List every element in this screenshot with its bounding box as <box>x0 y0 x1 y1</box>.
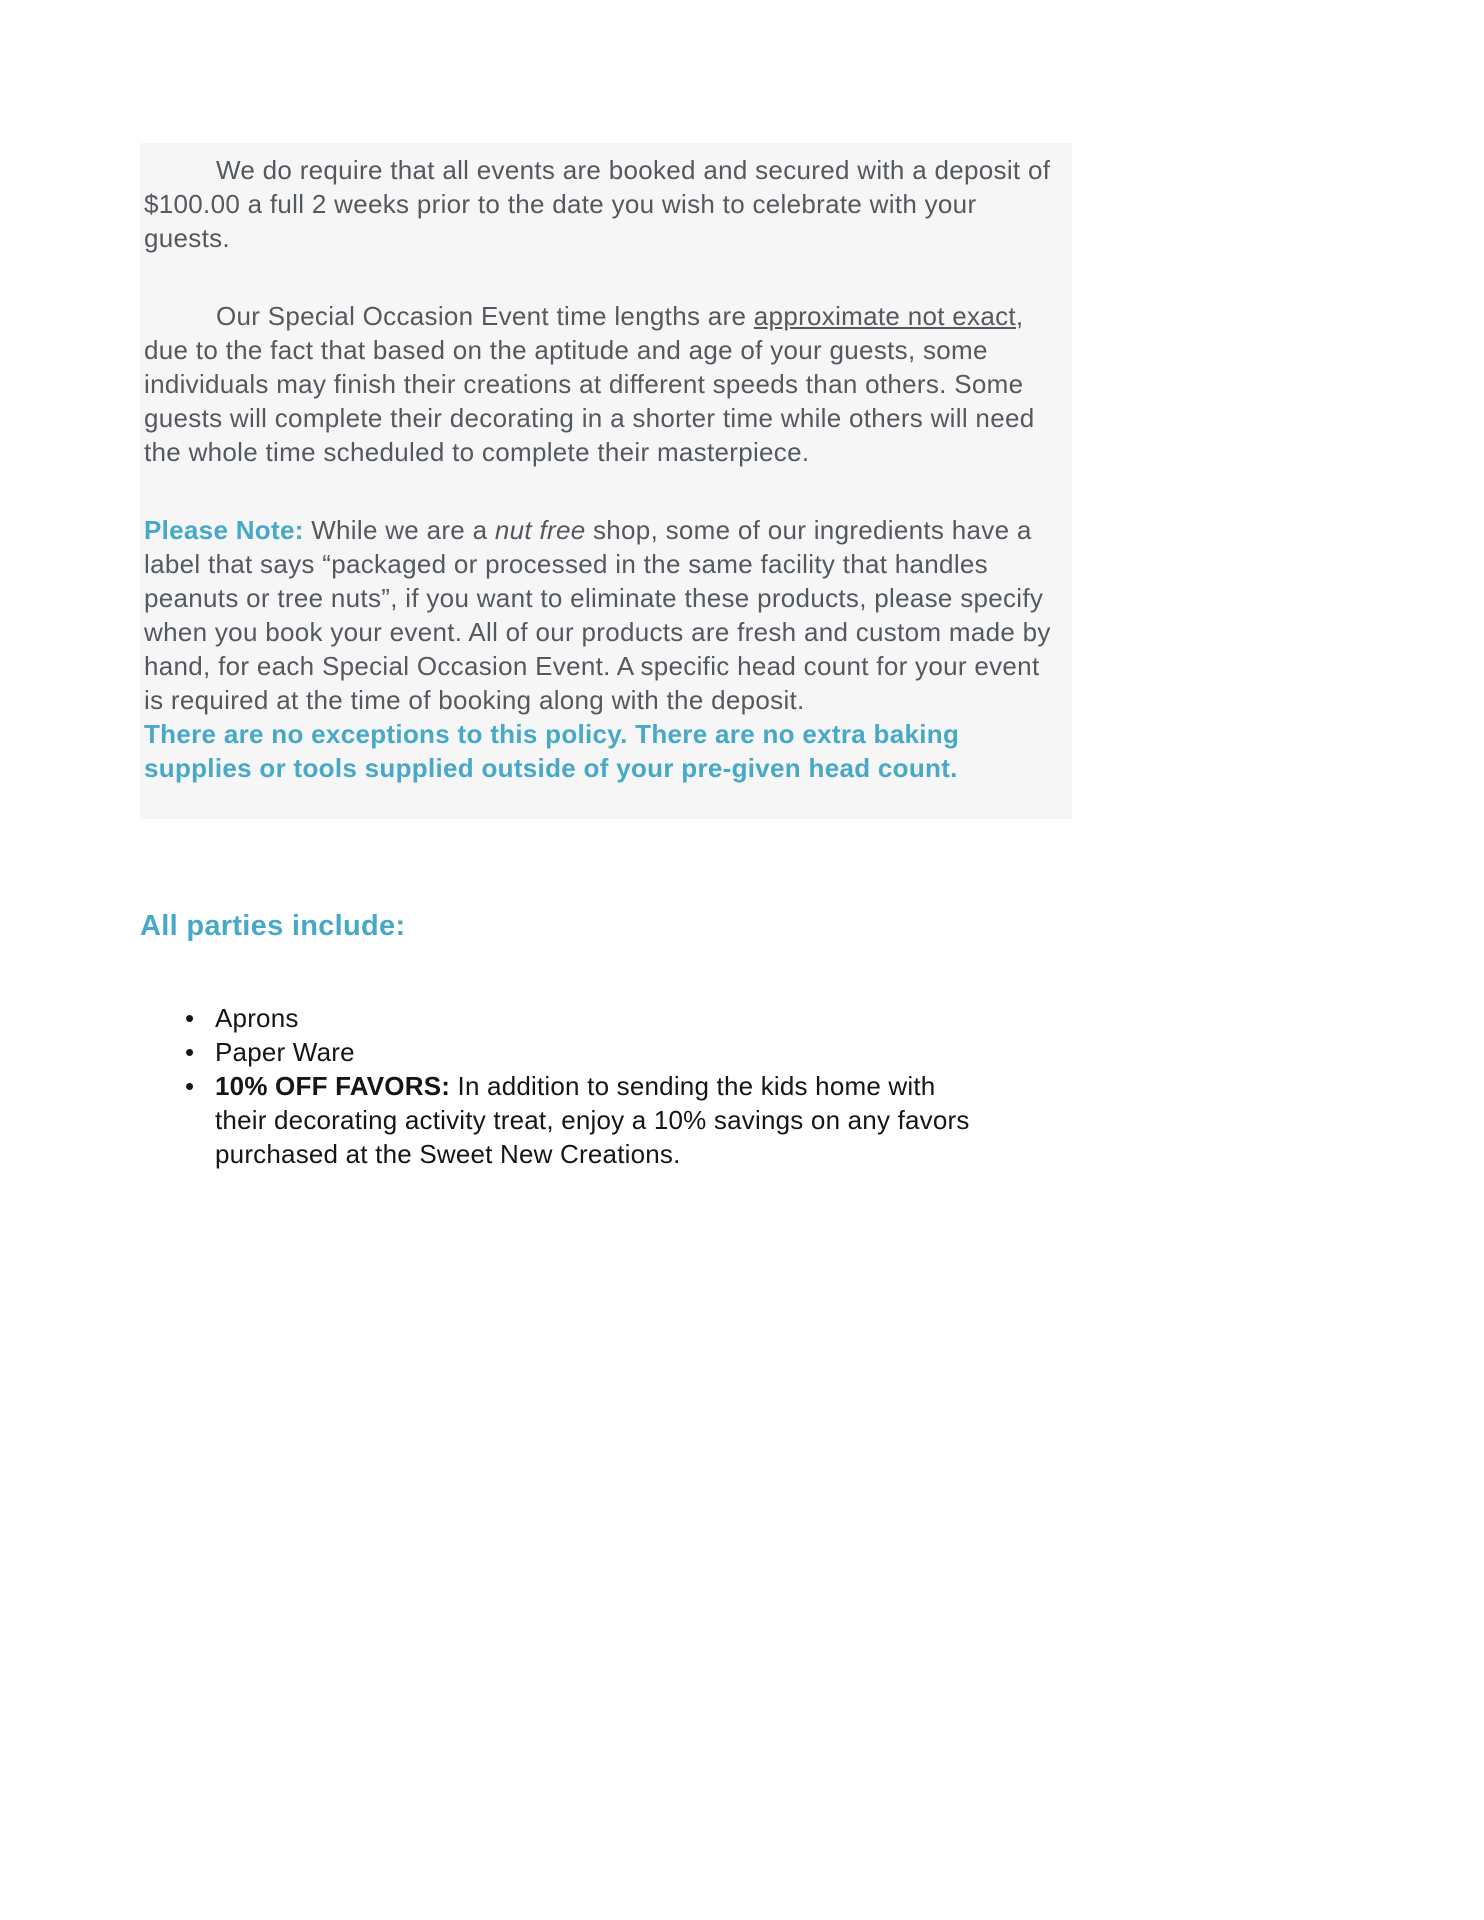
policy-highlight-block <box>140 143 1072 819</box>
list-item-favors-discount <box>185 1069 970 1171</box>
nut-free-italic-text: nut free <box>494 515 586 545</box>
note-text-end: shop, some of our ingredients have a label that says “packaged or processed in the same facility that handles peanuts or tree nuts”, if you want to eliminate these products, please specify when you book your event. All of our products are fresh and custom made by hand, for each Special Occasion Event. A specific head count for your event is required at the time of booking along with the deposit. <box>144 515 1051 715</box>
please-note-label: Please Note: <box>144 515 304 545</box>
note-text-start: While we are a <box>303 515 495 545</box>
list-item-text: Aprons <box>215 1003 299 1033</box>
list-item-text: Paper Ware <box>215 1037 355 1067</box>
includes-list <box>140 1001 970 1171</box>
no-exceptions-policy-statement: There are no exceptions to this policy. There are no extra baking supplies or tools supplied outside of your pre-given head count. <box>144 719 960 783</box>
nut-free-note-paragraph <box>144 513 1064 717</box>
list-item-bold-label: 10% OFF FAVORS: <box>215 1071 451 1101</box>
list-item-aprons <box>185 1001 970 1035</box>
list-item-text: In addition to sending the kids home with their decorating activity treat, enjoy a 10% savings on any favors purchased at the Sweet New Creations. <box>215 1071 970 1169</box>
time-paragraph-end: , due to the fact that based on the aptitude and age of your guests, some individuals may finish their creations at different speeds than others. Some guests will complete their decorating in a shorter time while others will need the whole time scheduled to complete their masterpiece. <box>144 301 1035 467</box>
time-paragraph-start: Our Special Occasion Event time lengths are <box>216 301 754 331</box>
underlined-approximate-text: approximate not exact <box>753 301 1016 331</box>
time-length-paragraph <box>144 299 1064 469</box>
deposit-paragraph: We do require that all events are booked and secured with a deposit of $100.00 a full 2 weeks prior to the date you wish to celebrate with your guests. <box>144 155 1051 253</box>
includes-heading: All parties include: <box>140 910 406 942</box>
list-item-paper-ware <box>185 1035 970 1069</box>
